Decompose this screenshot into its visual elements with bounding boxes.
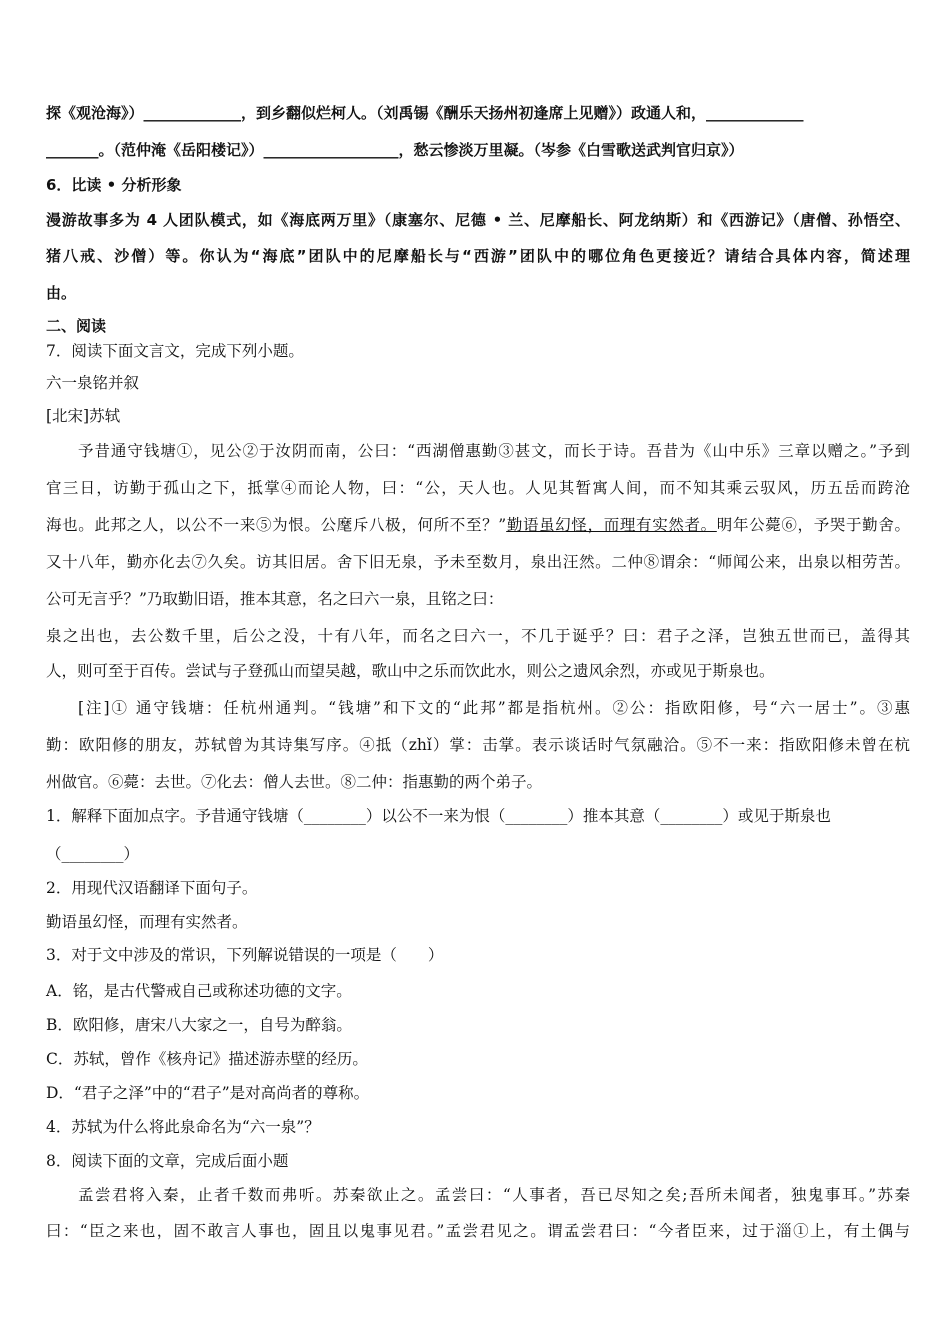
option-a: A．铭，是古代警戒自己或称述功德的文字。: [46, 982, 352, 1000]
underlined-sentence: 勤语虽幻怪，而理有实然者。: [506, 516, 717, 534]
fill-blank-line-1: 探《观沧海》）_____________，到乡翻似烂柯人。（刘禹锡《酬乐天扬州初逢席上见赠》）政通人和，_____________: [46, 104, 804, 122]
sub-question-2: 2．用现代汉语翻译下面句子。: [46, 879, 258, 897]
option-d: D．“君子之泽”中的“君子”是对高尚者的尊称。: [46, 1084, 370, 1102]
question-6-text-2: 猪八戒、沙僧）等。你认为“海底”团队中的尼摩船长与“西游”团队中的哪位角色更接近？请结合具体内容，简述理: [46, 247, 910, 265]
question-6-text-1: 漫游故事多为 4 人团队模式，如《海底两万里》（康塞尔、尼德 • 兰、尼摩船长、阿龙纳斯）和《西游记》（唐僧、孙悟空、: [46, 211, 910, 229]
option-b: B．欧阳修，唐宋八大家之一，自号为醉翁。: [46, 1016, 352, 1034]
question-7-prompt: 7．阅读下面文言文，完成下列小题。: [46, 342, 304, 360]
question-6-text-3: 由。: [46, 284, 77, 302]
annotation-line: 州做官。⑥薨：去世。⑦化去：僧人去世。⑧二仲：指惠勤的两个弟子。: [46, 773, 543, 791]
passage-line: 予昔通守钱塘①，见公②于汝阴而南，公曰：“西湖僧惠勤③甚文，而长于诗。吾昔为《山中乐》三章以赠之。”予到: [78, 442, 910, 460]
sub-question-4: 4．苏轼为什么将此泉命名为“六一泉”？: [46, 1118, 320, 1136]
passage-line: [46, 515, 910, 535]
sub-question-3: 3．对于文中涉及的常识，下列解说错误的一项是（ ）: [46, 946, 444, 964]
passage-segment: 明年公薨⑥，予哭于勤舍。: [716, 516, 910, 534]
annotation-line: 勤：欧阳修的朋友，苏轼曾为其诗集写序。④抵（zhǐ）掌：击掌。表示谈话时气氛融洽。⑤不一来：指欧阳修未曾在杭: [46, 736, 910, 754]
passage-2-line: 曰：“臣之来也，固不敢言人事也，固且以鬼事见君。”孟尝君见之。谓孟尝君曰：“今者臣来，过于淄①上，有土偶与: [46, 1222, 910, 1240]
option-c: C．苏轼，曾作《核舟记》描述游赤壁的经历。: [46, 1050, 368, 1068]
inscription-line: 泉之出也，去公数千里，后公之没，十有八年，而名之曰六一，不几于诞乎？曰：君子之泽，岂独五世而已，盖得其: [46, 627, 910, 645]
sub-question-2-sentence: 勤语虽幻怪，而理有实然者。: [46, 913, 248, 931]
passage-line: 公可无言乎？”乃取勤旧语，推本其意，名之曰六一泉，且铭之曰：: [46, 590, 504, 608]
question-6-heading: 6．比读 • 分析形象: [46, 176, 182, 194]
passage-title: 六一泉铭并叙: [46, 374, 140, 392]
passage-segment: 海也。此邦之人，以公不一来⑤为恨。公麾斥八极，何所不至？”: [46, 516, 507, 534]
passage-line: 又十八年，勤亦化去⑦久矣。访其旧居。舍下旧无泉，予未至数月，泉出汪然。二仲⑧谓余：“师闻公来，出泉以相劳苦。: [46, 553, 910, 571]
inscription-line: 人，则可至于百传。尝试与子登孤山而望吴越，歌山中之乐而饮此水，则公之遗风余烈，亦或见于斯泉也。: [46, 662, 775, 680]
passage-2-line: 孟尝君将入秦，止者千数而弗听。苏秦欲止之。孟尝曰：“人事者，吾已尽知之矣;吾所未闻者，独鬼事耳。”苏秦: [78, 1186, 910, 1204]
annotation-line: [注]① 通守钱塘：任杭州通判。“钱塘”和下文的“此邦”都是指杭州。②公：指欧阳修，号“六一居士”。③惠: [78, 699, 910, 717]
sub-question-1-cont: （________）: [46, 845, 140, 863]
question-8-prompt: 8．阅读下面的文章，完成后面小题: [46, 1152, 289, 1170]
sub-question-1: 1．解释下面加点字。予昔通守钱塘（________）以公不一来为恨（________）推本其意（________）或见于斯泉也: [46, 807, 831, 825]
passage-author: [北宋]苏轼: [46, 407, 121, 425]
passage-line: 官三日，访勤于孤山之下，抵掌④而论人物，曰：“公，天人也。人见其暂寓人间，而不知其乘云驭风，历五岳而跨沧: [46, 479, 910, 497]
fill-blank-line-2: _______。（范仲淹《岳阳楼记》）__________________，愁云惨淡万里凝。（岑参《白雪歌送武判官归京》）: [46, 141, 744, 159]
section-heading-reading: 二、阅读: [46, 317, 107, 335]
